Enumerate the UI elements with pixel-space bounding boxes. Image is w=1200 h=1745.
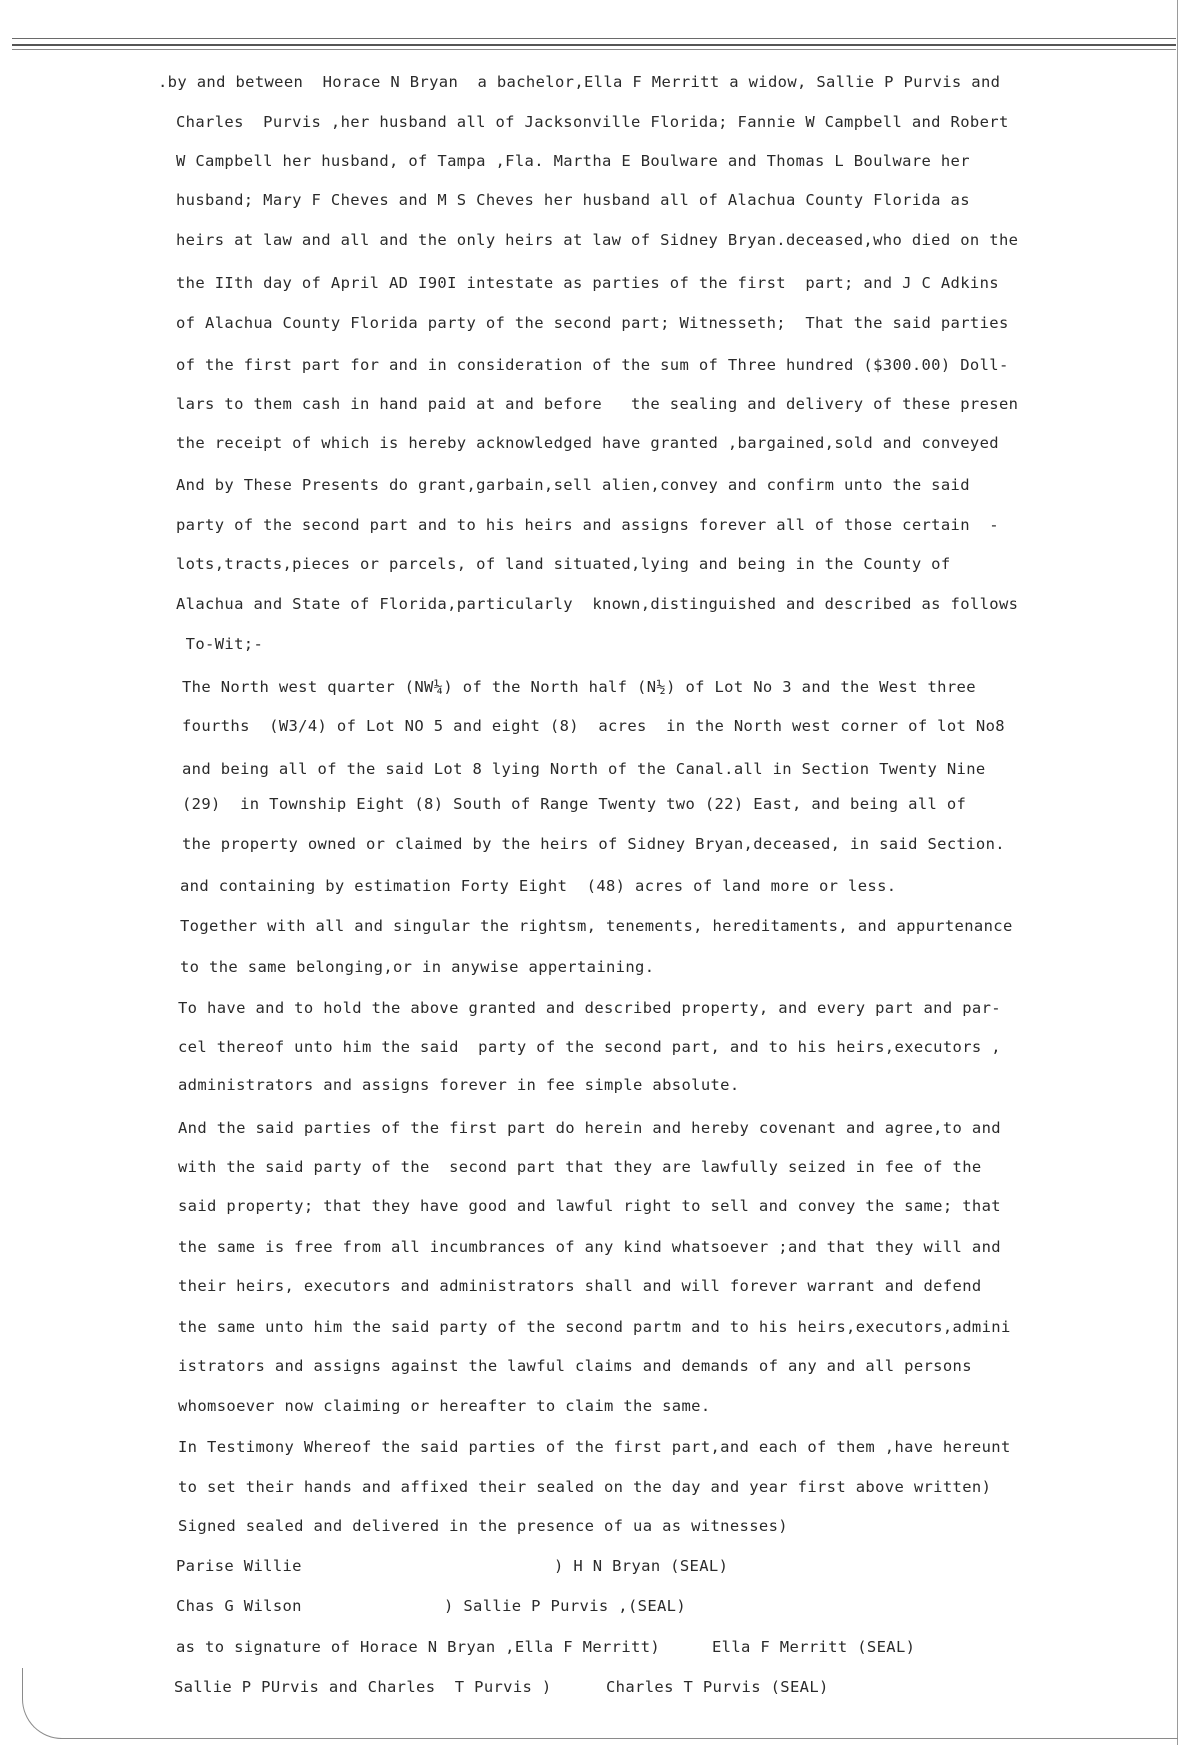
- margin-line: [1177, 0, 1178, 1745]
- text-line: And the said parties of the first part do herein and hereby covenant and agree,to and: [178, 1119, 1001, 1137]
- text-line: the receipt of which is hereby acknowledged have granted ,bargained,sold and conveyed: [176, 434, 999, 452]
- text-line: the same is free from all incumbrances of any kind whatsoever ;and that they will and: [178, 1238, 1001, 1256]
- header-rule: [12, 44, 1176, 46]
- text-line: whomsoever now claiming or hereafter to claim the same.: [178, 1397, 711, 1415]
- text-line: of Alachua County Florida party of the second part; Witnesseth; That the said parties: [176, 314, 1009, 332]
- text-line: heirs at law and all and the only heirs at law of Sidney Bryan.deceased,who died on the: [176, 231, 1019, 249]
- witness-name: Chas G Wilson: [176, 1597, 302, 1615]
- text-line: with the said party of the second part that they are lawfully seized in fee of the: [178, 1158, 982, 1176]
- text-line: The North west quarter (NW¼) of the North half (N½) of Lot No 3 and the West three: [182, 678, 976, 696]
- witness-note: as to signature of Horace N Bryan ,Ella F Merritt): [176, 1638, 661, 1656]
- text-line: Alachua and State of Florida,particularly known,distinguished and described as follows: [176, 595, 1019, 613]
- text-line: husband; Mary F Cheves and M S Cheves her husband all of Alachua County Florida as: [176, 191, 970, 209]
- text-line: Together with all and singular the rightsm, tenements, hereditaments, and appurtenance: [180, 917, 1013, 935]
- text-line: cel thereof unto him the said party of the second part, and to his heirs,executors ,: [178, 1038, 1001, 1056]
- text-line: to the same belonging,or in anywise appertaining.: [180, 958, 655, 976]
- text-line: .by and between Horace N Bryan a bachelor,Ella F Merritt a widow, Sallie P Purvis and: [158, 73, 1001, 91]
- text-line: In Testimony Whereof the said parties of the first part,and each of them ,have hereunt: [178, 1438, 1011, 1456]
- signatory-seal: Charles T Purvis (SEAL): [606, 1678, 829, 1696]
- text-line: and being all of the said Lot 8 lying North of the Canal.all in Section Twenty Nine: [182, 760, 986, 778]
- page-corner: [22, 1668, 83, 1739]
- witness-note: Sallie P PUrvis and Charles T Purvis ): [174, 1678, 552, 1696]
- text-line: their heirs, executors and administrators shall and will forever warrant and defend: [178, 1277, 982, 1295]
- text-line: To have and to hold the above granted and described property, and every part and par-: [178, 999, 1001, 1017]
- text-line: party of the second part and to his heirs and assigns forever all of those certain -: [176, 516, 999, 534]
- text-line: W Campbell her husband, of Tampa ,Fla. Martha E Boulware and Thomas L Boulware her: [176, 152, 970, 170]
- text-line: Signed sealed and delivered in the presence of ua as witnesses): [178, 1517, 788, 1535]
- text-line: fourths (W3/4) of Lot NO 5 and eight (8) acres in the North west corner of lot No8: [182, 717, 1005, 735]
- header-rule: [12, 38, 1176, 39]
- text-line: lars to them cash in hand paid at and before the sealing and delivery of these presen: [176, 395, 1019, 413]
- signatory-seal: ) Sallie P Purvis ,(SEAL): [444, 1597, 687, 1615]
- text-line: the same unto him the said party of the second partm and to his heirs,executors,admini: [178, 1318, 1011, 1336]
- witness-name: Parise Willie: [176, 1557, 302, 1575]
- text-line: said property; that they have good and lawful right to sell and convey the same; that: [178, 1197, 1001, 1215]
- text-line: istrators and assigns against the lawful claims and demands of any and all persons: [178, 1357, 972, 1375]
- text-line: To-Wit;-: [176, 635, 264, 653]
- text-line: Charles Purvis ,her husband all of Jacksonville Florida; Fannie W Campbell and Robert: [176, 113, 1009, 131]
- text-line: lots,tracts,pieces or parcels, of land situated,lying and being in the County of: [176, 555, 951, 573]
- text-line: And by These Presents do grant,garbain,sell alien,convey and confirm unto the said: [176, 476, 970, 494]
- text-line: administrators and assigns forever in fee simple absolute.: [178, 1076, 740, 1094]
- signatory-seal: Ella F Merritt (SEAL): [712, 1638, 916, 1656]
- signatory-seal: ) H N Bryan (SEAL): [554, 1557, 729, 1575]
- header-rule: [12, 49, 1176, 50]
- text-line: to set their hands and affixed their sealed on the day and year first above written): [178, 1478, 992, 1496]
- text-line: the property owned or claimed by the heirs of Sidney Bryan,deceased, in said Section.: [182, 835, 1005, 853]
- footer-rule: [60, 1738, 1178, 1739]
- text-line: the IIth day of April AD I90I intestate as parties of the first part; and J C Adkins: [176, 274, 999, 292]
- text-line: (29) in Township Eight (8) South of Range Twenty two (22) East, and being all of: [182, 795, 967, 813]
- text-line: and containing by estimation Forty Eight (48) acres of land more or less.: [180, 877, 897, 895]
- text-line: of the first part for and in consideration of the sum of Three hundred ($300.00) Doll-: [176, 356, 1009, 374]
